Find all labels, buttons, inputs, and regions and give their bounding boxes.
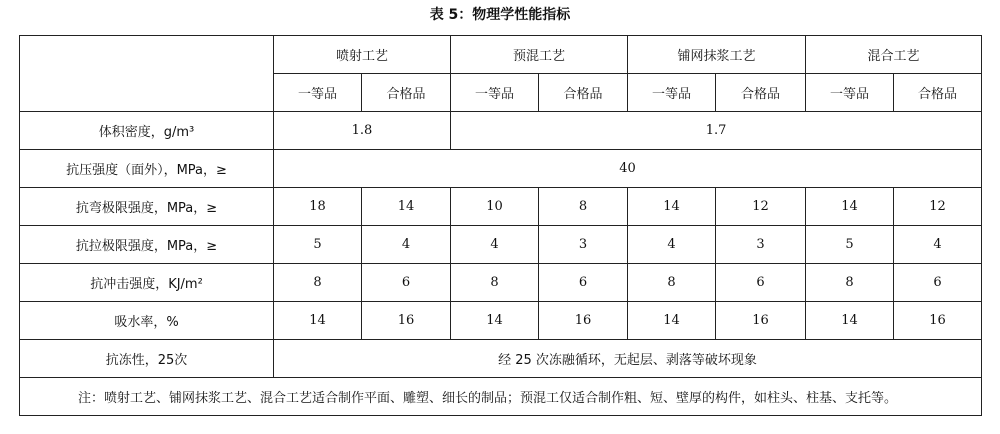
header-grade: 一等品 [628, 74, 716, 112]
table-cell: 12 [894, 188, 982, 226]
header-process: 混合工艺 [806, 36, 982, 74]
table-cell: 8 [806, 264, 894, 302]
table-cell: 14 [274, 302, 362, 340]
row-label: 抗拉极限强度，MPa，≥ [20, 226, 274, 264]
header-grade: 一等品 [806, 74, 894, 112]
row-label: 抗冲击强度，KJ/m² [20, 264, 274, 302]
table-cell: 14 [451, 302, 539, 340]
table-cell: 16 [894, 302, 982, 340]
table-cell: 14 [628, 188, 716, 226]
header-grade: 合格品 [894, 74, 982, 112]
performance-table [19, 35, 982, 416]
table-cell: 16 [362, 302, 451, 340]
table-cell: 4 [894, 226, 982, 264]
header-grade: 合格品 [362, 74, 451, 112]
table-cell: 4 [628, 226, 716, 264]
header-corner-cell [20, 36, 274, 112]
table-cell: 6 [539, 264, 628, 302]
table-cell: 40 [274, 150, 982, 188]
table-cell: 4 [451, 226, 539, 264]
table-cell: 16 [716, 302, 806, 340]
table-cell: 3 [716, 226, 806, 264]
row-label: 抗弯极限强度，MPa，≥ [20, 188, 274, 226]
table-cell: 5 [274, 226, 362, 264]
header-row-processes [20, 36, 982, 74]
header-process: 预混工艺 [451, 36, 628, 74]
row-label: 抗冻性，25次 [20, 340, 274, 378]
table-cell: 14 [628, 302, 716, 340]
table-row-absorption [20, 302, 982, 340]
header-grade: 合格品 [539, 74, 628, 112]
table-cell: 4 [362, 226, 451, 264]
table-cell: 16 [539, 302, 628, 340]
table-row-frost [20, 340, 982, 378]
table-cell: 8 [539, 188, 628, 226]
table-cell: 12 [716, 188, 806, 226]
row-label: 抗压强度（面外），MPa，≥ [20, 150, 274, 188]
table-row-tensile [20, 226, 982, 264]
table-cell: 8 [628, 264, 716, 302]
table-cell: 10 [451, 188, 539, 226]
table-caption: 表 5：物理学性能指标 [429, 7, 571, 23]
header-grade: 一等品 [274, 74, 362, 112]
table-cell: 8 [274, 264, 362, 302]
table-cell: 6 [362, 264, 451, 302]
table-row-compressive [20, 150, 982, 188]
table-cell: 1.8 [274, 112, 451, 150]
table-cell: 18 [274, 188, 362, 226]
header-grade: 一等品 [451, 74, 539, 112]
table-cell: 14 [362, 188, 451, 226]
table-row-note [20, 378, 982, 416]
header-grade: 合格品 [716, 74, 806, 112]
table-cell: 6 [716, 264, 806, 302]
table-cell: 5 [806, 226, 894, 264]
row-label: 吸水率，% [20, 302, 274, 340]
table-cell: 14 [806, 188, 894, 226]
table-cell: 1.7 [451, 112, 982, 150]
row-label: 体积密度，g/m³ [20, 112, 274, 150]
header-process: 铺网抹浆工艺 [628, 36, 806, 74]
table-row-impact [20, 264, 982, 302]
table-cell: 6 [894, 264, 982, 302]
table-row-bending [20, 188, 982, 226]
table-cell: 14 [806, 302, 894, 340]
table-cell: 经 25 次冻融循环，无起层、剥落等破坏现象 [274, 340, 982, 378]
header-process: 喷射工艺 [274, 36, 451, 74]
table-cell: 3 [539, 226, 628, 264]
table-cell: 8 [451, 264, 539, 302]
table-row-density [20, 112, 982, 150]
table-note: 注：喷射工艺、铺网抹浆工艺、混合工艺适合制作平面、雕塑、细长的制品；预混工仅适合制作粗、短、壁厚的构件，如柱头、柱基、支托等。 [20, 378, 982, 416]
